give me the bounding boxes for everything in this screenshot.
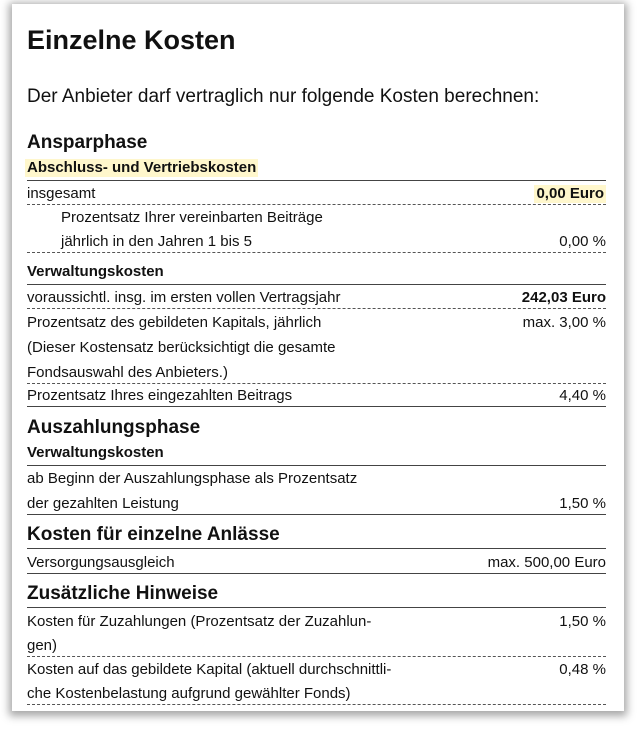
section-auszahlungsphase: Auszahlungsphase: [27, 417, 201, 438]
kapital-value: max. 3,00 %: [522, 314, 606, 331]
section-zusaetzliche-hinweise: Zusätzliche Hinweise: [27, 583, 219, 604]
divider: [27, 704, 606, 705]
beitraege-label-1: Prozentsatz Ihrer vereinbarten Beiträge: [61, 209, 323, 226]
section-ansparphase: Ansparphase: [27, 132, 148, 153]
divider: [27, 383, 606, 384]
divider: [27, 308, 606, 309]
divider: [27, 656, 606, 657]
auszahlung-label-1: ab Beginn der Auszahlungsphase als Prozentsatz: [27, 470, 358, 487]
divider: [27, 252, 606, 253]
divider: [27, 548, 606, 549]
auszahlung-value: 1,50 %: [559, 495, 606, 512]
auszahlung-label-2: der gezahlten Leistung: [27, 495, 179, 512]
erstes-jahr-value: 242,03 Euro: [521, 289, 606, 306]
divider: [27, 607, 606, 608]
page-title: Einzelne Kosten: [27, 25, 236, 55]
divider: [27, 180, 606, 181]
fondskosten-label-1: Kosten auf das gebildete Kapital (aktuell durchschnittli-: [27, 661, 392, 678]
beitrag-value: 4,40 %: [559, 387, 606, 404]
zuzahlungen-label-1: Kosten für Zuzahlungen (Prozentsatz der Zuzahlun-: [27, 613, 372, 630]
divider: [27, 284, 606, 285]
divider: [27, 514, 606, 515]
beitrag-label: Prozentsatz Ihres eingezahlten Beitrags: [27, 387, 293, 404]
versorgungsausgleich-label: Versorgungsausgleich: [27, 554, 175, 571]
fondskosten-label-2: che Kostenbelastung aufgrund gewählter Fonds): [27, 685, 351, 702]
beitraege-value: 0,00 %: [559, 233, 606, 250]
subsection-verwaltungskosten: Verwaltungskosten: [27, 263, 164, 280]
fondskosten-value: 0,48 %: [559, 661, 606, 678]
section-einzelne-anlaesse: Kosten für einzelne Anlässe: [27, 524, 280, 545]
kapital-label-3: Fondsauswahl des Anbieters.): [27, 364, 228, 381]
subsection-abschlusskosten: Abschluss- und Vertriebskosten: [27, 159, 257, 176]
zuzahlungen-label-2: gen): [27, 637, 58, 654]
insgesamt-value: 0,00 Euro: [536, 185, 604, 202]
kapital-label-2: (Dieser Kostensatz berücksichtigt die gesamte: [27, 339, 336, 356]
divider: [27, 573, 606, 574]
beitraege-label-2: jährlich in den Jahren 1 bis 5: [61, 233, 252, 250]
zuzahlungen-value: 1,50 %: [559, 613, 606, 630]
divider: [27, 465, 606, 466]
insgesamt-label: insgesamt: [27, 185, 96, 202]
divider: [27, 204, 606, 205]
erstes-jahr-label: voraussichtl. insg. im ersten vollen Vertragsjahr: [27, 289, 341, 306]
divider: [27, 406, 606, 407]
kapital-label-1: Prozentsatz des gebildeten Kapitals, jährlich: [27, 314, 322, 331]
subsection-verwaltungskosten-auszahlung: Verwaltungskosten: [27, 444, 164, 461]
versorgungsausgleich-value: max. 500,00 Euro: [487, 554, 606, 571]
intro-text: Der Anbieter darf vertraglich nur folgende Kosten berechnen:: [27, 86, 540, 107]
